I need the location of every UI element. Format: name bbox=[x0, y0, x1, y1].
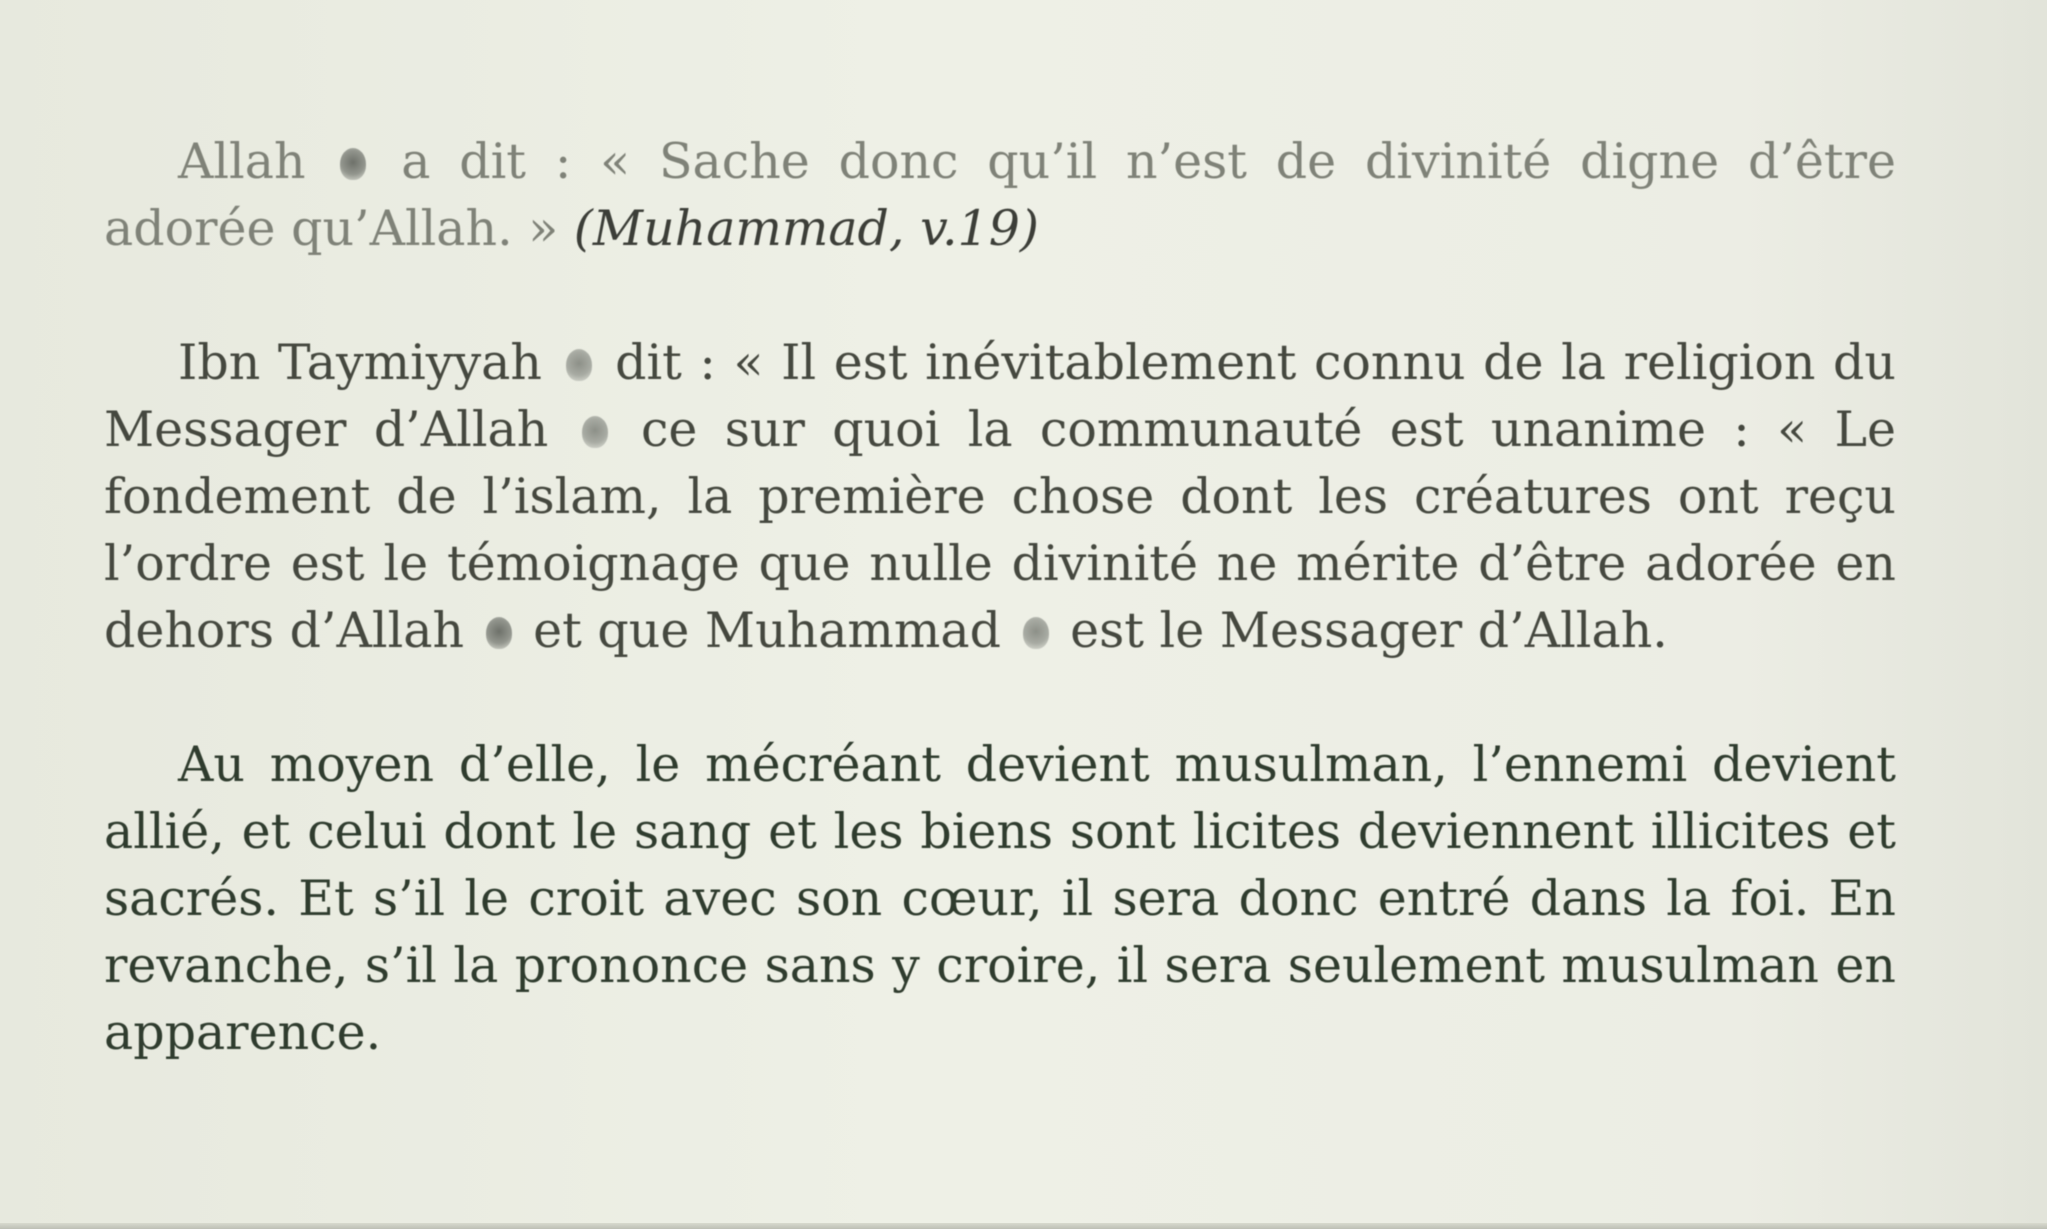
paragraph-conclusion bbox=[104, 731, 1896, 1066]
document-page bbox=[104, 128, 1896, 1066]
honorific-icon bbox=[566, 349, 592, 381]
paragraph-quran-quote bbox=[104, 128, 1896, 262]
text-segment: et que Muhammad bbox=[533, 602, 1001, 659]
page-bottom-edge bbox=[0, 1223, 2047, 1229]
verse-reference: (Muhammad, v.19) bbox=[573, 200, 1039, 257]
text-segment: Ibn Taymiyyah bbox=[178, 334, 542, 391]
honorific-icon bbox=[486, 617, 512, 649]
honorific-icon bbox=[1023, 617, 1049, 649]
honorific-icon bbox=[340, 148, 366, 180]
honorific-icon bbox=[582, 416, 608, 448]
text-segment: est le Messager d’Allah. bbox=[1070, 602, 1668, 659]
text-segment: Allah bbox=[178, 133, 306, 190]
text-segment: ce sur quoi la communauté est unanime : « Le fondement de l’islam, la première chose dont les créatures ont reçu l’ordre est le témoignage que nulle divinité ne mérite d’être adorée en dehors d’Allah bbox=[104, 401, 1897, 659]
paragraph-ibn-taymiyyah bbox=[104, 329, 1896, 664]
text-segment: dit : « Il est inévitablement connu de la religion du Messager d’Allah bbox=[104, 334, 1896, 458]
text-segment: a dit : « Sache donc qu’il n’est de divinité digne d’être adorée qu’Allah. » bbox=[104, 133, 1896, 257]
text-segment: Au moyen d’elle, le mécréant devient musulman, l’ennemi devient allié, et celui dont le sang et les biens sont licites deviennent illicites et sacrés. Et s’il le croit avec son cœur, il sera donc entré dans la foi. En revanche, s’il la prononce sans y croire, il sera seulement musulman en apparence. bbox=[104, 736, 1896, 1061]
